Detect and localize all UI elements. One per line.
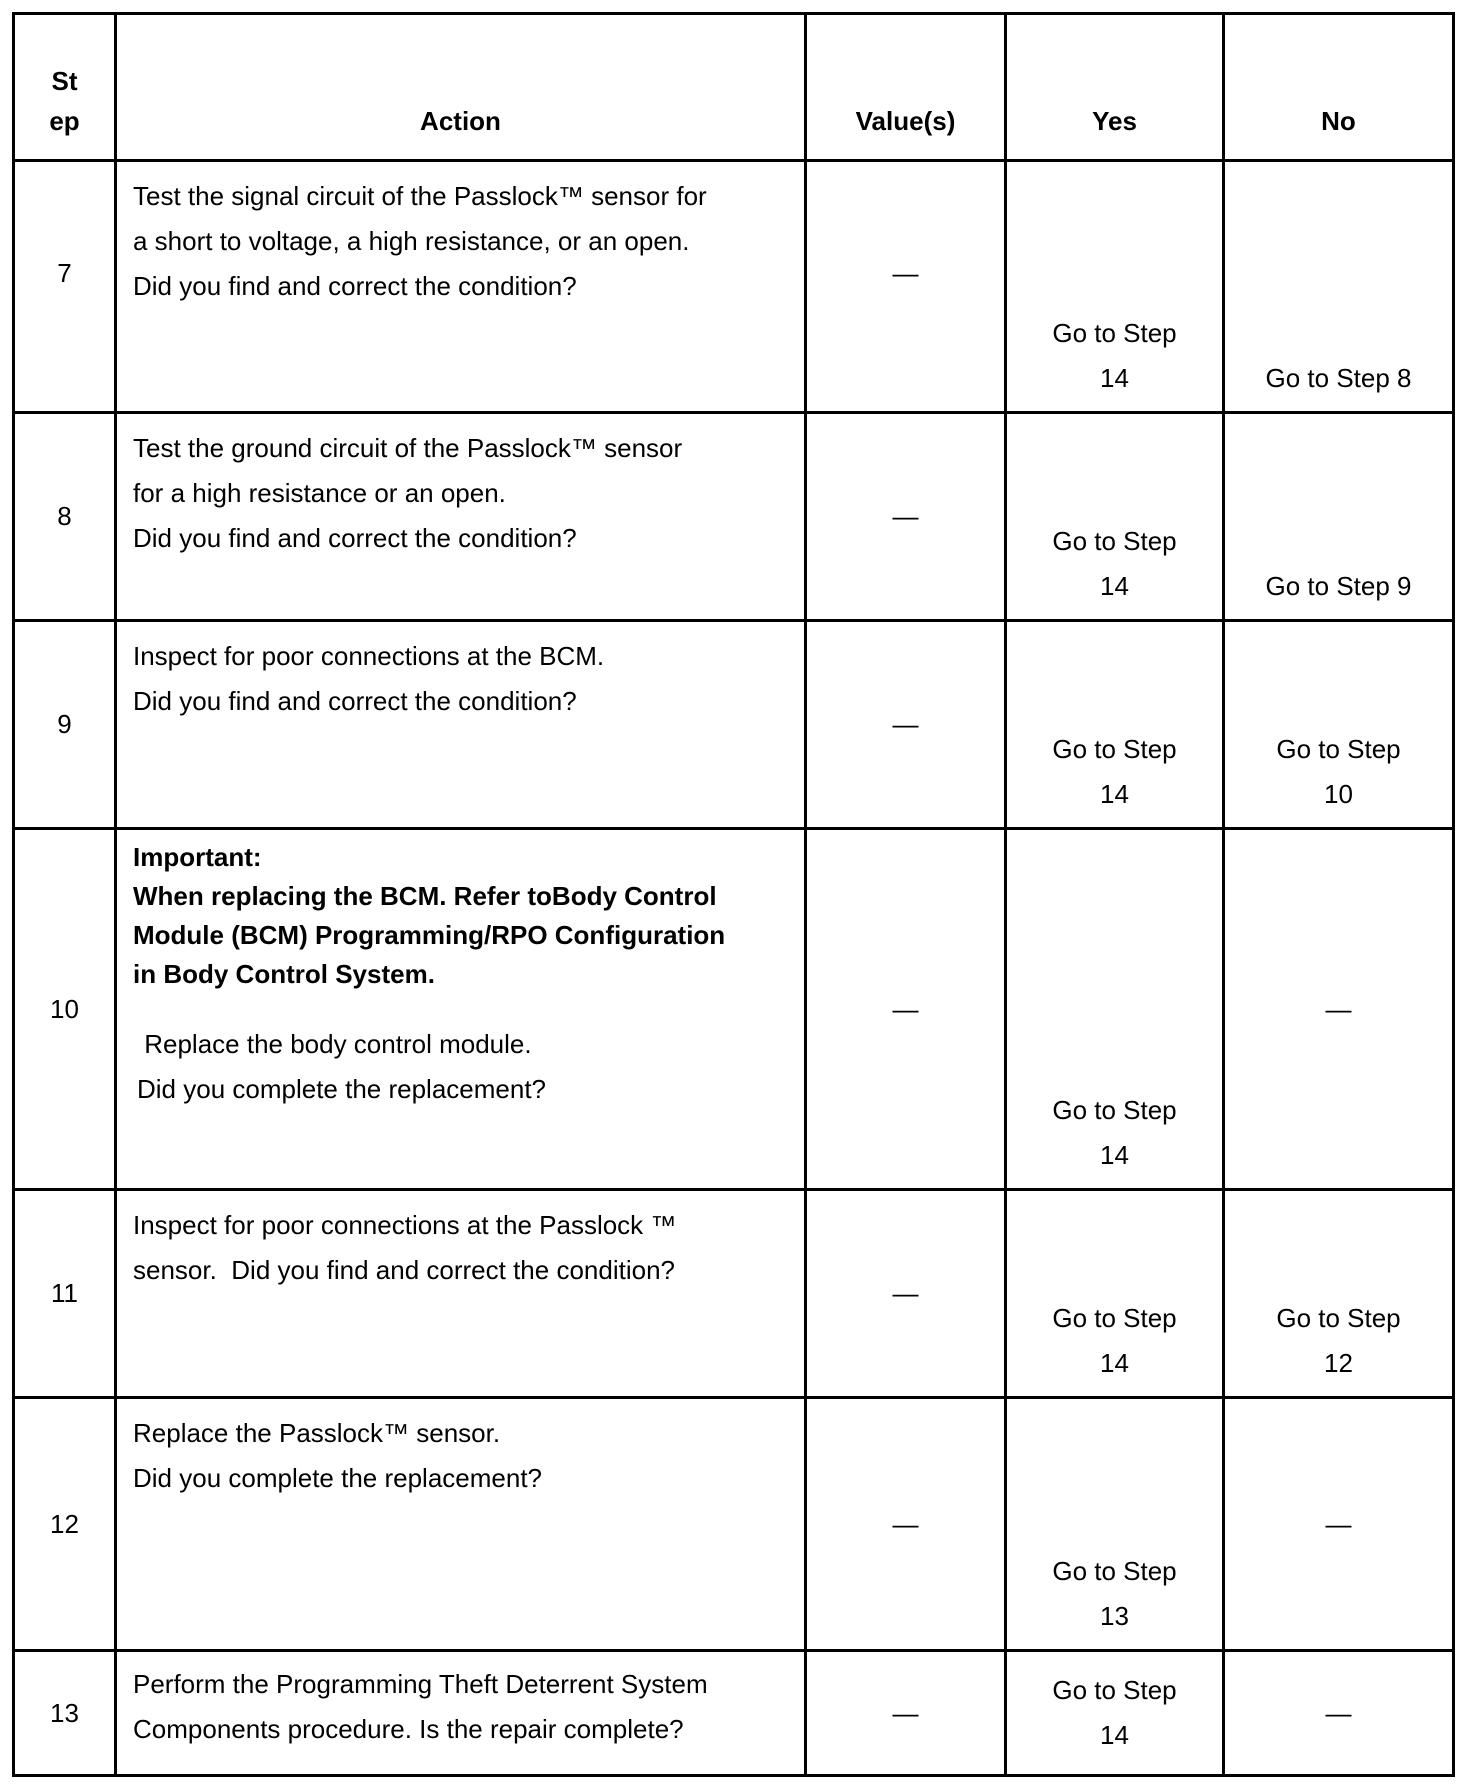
no-line: Go to Step [1276,734,1401,764]
yes-line: Go to Step [1052,734,1177,764]
important-line: in Body Control System. [133,959,435,989]
yes-line: 14 [1100,1720,1129,1750]
action-line: Did you find and correct the condition? [133,686,577,716]
yes-cell [1006,1398,1224,1651]
step-number: 11 [14,1190,116,1398]
header-step-line1: St [51,66,78,96]
action-line: Did you find and correct the condition? [133,271,577,301]
action-cell [116,1651,806,1776]
no-line: Go to Step 8 [1265,363,1412,393]
action-cell [116,161,806,413]
header-yes: Yes [1006,14,1224,161]
value-cell: — [806,1398,1006,1651]
table-row [14,829,1454,1190]
header-action: Action [116,14,806,161]
yes-line: 14 [1100,363,1129,393]
action-cell [116,829,806,1190]
spacer [133,994,796,1022]
yes-cell [1006,413,1224,621]
diagnostic-table [12,12,1455,1777]
value-cell: — [806,413,1006,621]
important-line: Module (BCM) Programming/RPO Configuration [133,920,726,950]
action-line: Did you complete the replacement? [133,1463,543,1493]
action-line: Inspect for poor connections at the Passlock ™ [133,1210,677,1240]
table-row [14,1651,1454,1776]
step-number: 7 [14,161,116,413]
no-cell [1224,161,1454,413]
no-line: — [1325,993,1352,1024]
no-line: 12 [1324,1348,1353,1378]
step-number: 10 [14,829,116,1190]
action-line: Inspect for poor connections at the BCM. [133,641,605,671]
yes-line: Go to Step [1052,318,1177,348]
yes-line: 14 [1100,571,1129,601]
table-row [14,161,1454,413]
action-cell [116,1190,806,1398]
action-line: Replace the body control module. [137,1029,532,1059]
yes-cell [1006,829,1224,1190]
yes-line: 14 [1100,1140,1129,1170]
yes-line: Go to Step [1052,1303,1177,1333]
value-cell: — [806,1190,1006,1398]
yes-line: Go to Step [1052,1675,1177,1705]
action-line: Test the signal circuit of the Passlock™ sensor for [133,181,707,211]
action-line: sensor. Did you find and correct the condition? [133,1255,675,1285]
step-number: 9 [14,621,116,829]
action-line: a short to voltage, a high resistance, or an open. [133,226,690,256]
table-row [14,1190,1454,1398]
no-cell [1224,1651,1454,1776]
yes-line: 14 [1100,779,1129,809]
step-number: 8 [14,413,116,621]
yes-line: Go to Step [1052,1556,1177,1586]
action-line: Replace the Passlock™ sensor. [133,1418,501,1448]
action-cell [116,1398,806,1651]
no-line: — [1325,1697,1352,1728]
table-row [14,1398,1454,1651]
no-cell [1224,621,1454,829]
header-row [14,14,1454,161]
yes-line: 13 [1100,1601,1129,1631]
no-cell [1224,1398,1454,1651]
action-line: Did you find and correct the condition? [133,523,577,553]
action-line: Test the ground circuit of the Passlock™ sensor [133,433,683,463]
yes-cell [1006,161,1224,413]
header-no: No [1224,14,1454,161]
step-number: 12 [14,1398,116,1651]
yes-line: Go to Step [1052,1095,1177,1125]
value-cell: — [806,829,1006,1190]
no-line: Go to Step 9 [1265,571,1412,601]
yes-line: 14 [1100,1348,1129,1378]
value-cell: — [806,1651,1006,1776]
no-cell [1224,829,1454,1190]
no-line: Go to Step [1276,1303,1401,1333]
table-row [14,621,1454,829]
action-line: for a high resistance or an open. [133,478,506,508]
action-cell [116,413,806,621]
action-line: Did you complete the replacement? [137,1074,547,1104]
no-line: — [1325,1508,1352,1539]
action-cell [116,621,806,829]
value-cell: — [806,621,1006,829]
header-values: Value(s) [806,14,1006,161]
yes-cell [1006,1190,1224,1398]
no-line: 10 [1324,779,1353,809]
no-cell [1224,1190,1454,1398]
no-cell [1224,413,1454,621]
header-step-line2: ep [49,106,80,136]
value-cell: — [806,161,1006,413]
table-row [14,413,1454,621]
step-number: 13 [14,1651,116,1776]
action-line: Perform the Programming Theft Deterrent System [133,1669,708,1699]
header-step [14,14,116,161]
yes-cell [1006,621,1224,829]
important-label: Important: [133,842,262,872]
yes-cell [1006,1651,1224,1776]
action-line: Components procedure. Is the repair complete? [133,1714,684,1744]
yes-line: Go to Step [1052,526,1177,556]
important-line: When replacing the BCM. Refer toBody Control [133,881,717,911]
